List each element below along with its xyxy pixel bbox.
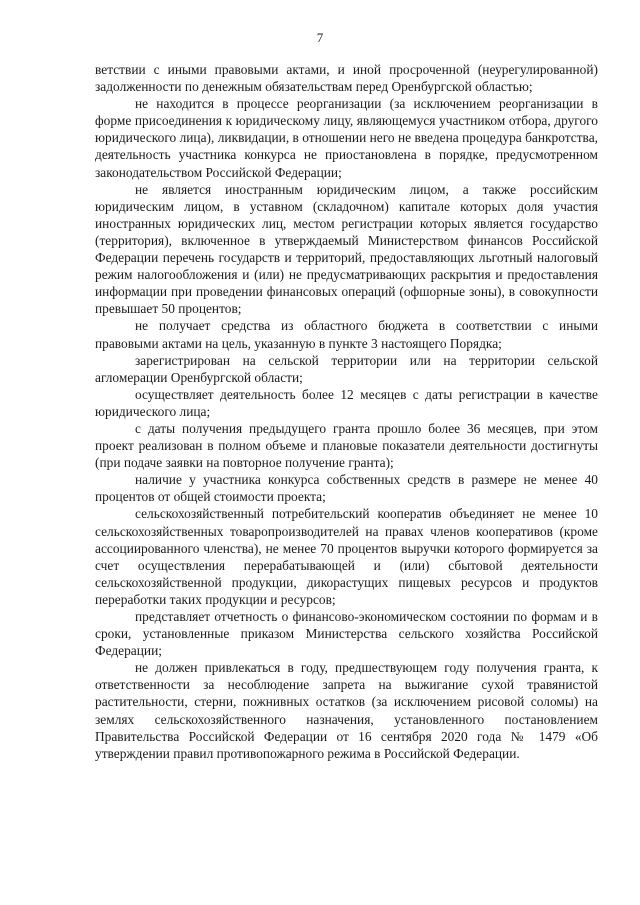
paragraph-registration-territory: зарегистрирован на сельской территории или на территории сельской агломерации Оренбургской области; (95, 352, 598, 385)
document-body (95, 61, 598, 762)
paragraph-own-funds: наличие у участника конкурса собственных средств в размере не менее 40 процентов от общей стоимости проекта; (95, 472, 598, 505)
paragraph-previous-grant: с даты получения предыдущего гранта прошло более 36 месяцев, при этом проект реализован в полном объеме и плановые показатели деятельности достигнуты (при подаче заявки на повторное получение гранта); (95, 420, 598, 471)
paragraph-reorganization: не находится в процессе реорганизации (за исключением реорганизации в форме присоединения к юридическому лицу, являющемуся участником отбора, другого юридического лица), ликвидации, в отношении него не введена процедура банкротства, деятельность участника конкурса не приостановлена в порядке, предусмотренном законодательством Российской Федерации; (95, 96, 598, 180)
paragraph-cooperative-members: сельскохозяйственный потребительский кооператив объединяет не менее 10 сельскохозяйственных товаропроизводителей на правах членов кооперативов (кроме ассоциированного членства), не менее 70 процентов выручки которого формируется за счет осуществления перерабатывающей и (или) сбытовой деятельности сельскохозяйственной продукции, дикорастущих пищевых ресурсов и продуктов переработки таких продукции и ресурсов; (95, 506, 598, 607)
paragraph-foreign-entity: не является иностранным юридическим лицом, а также российским юридическим лицом, в уставном (складочном) капитале которых доля участия иностранных юридических лиц, местом регистрации которых является государство (территория), включенное в утверждаемый Министерством финансов Российской Федерации перечень государств и территорий, предоставляющих льготный налоговый режим налогообложения и (или) не предусматривающих раскрытия и предоставления информации при проведении финансовых операций (офшорные зоны), в совокупности превышает 50 процентов; (95, 181, 598, 317)
paragraph-continuation: ветствии с иными правовыми актами, и иной просроченной (неурегулированной) задолженности по денежным обязательствам перед Оренбургской областью; (95, 62, 598, 95)
page-number: 7 (316, 30, 324, 45)
paragraph-activity-duration: осуществляет деятельность более 12 месяцев с даты регистрации в качестве юридического лица; (95, 386, 598, 419)
paragraph-budget-funds: не получает средства из областного бюджета в соответствии с иными правовыми актами на цель, указанную в пункте 3 настоящего Порядка; (95, 318, 598, 351)
paragraph-reporting: представляет отчетность о финансово-экономическом состоянии по формам и в сроки, установленные приказом Министерства сельского хозяйства Российской Федерации; (95, 609, 598, 659)
paragraph-fire-safety: не должен привлекаться в году, предшествующем году получения гранта, к ответственности за несоблюдение запрета на выжигание сухой травянистой растительности, стерни, пожнивных остатков (за исключением рисовой соломы) на землях сельскохозяйственного назначения, установленного постановлением Правительства Российской Федерации от 16 сентября 2020 года № 1479 «Об утверждении правил противопожарного режима в Российской Федерации. (95, 660, 598, 761)
